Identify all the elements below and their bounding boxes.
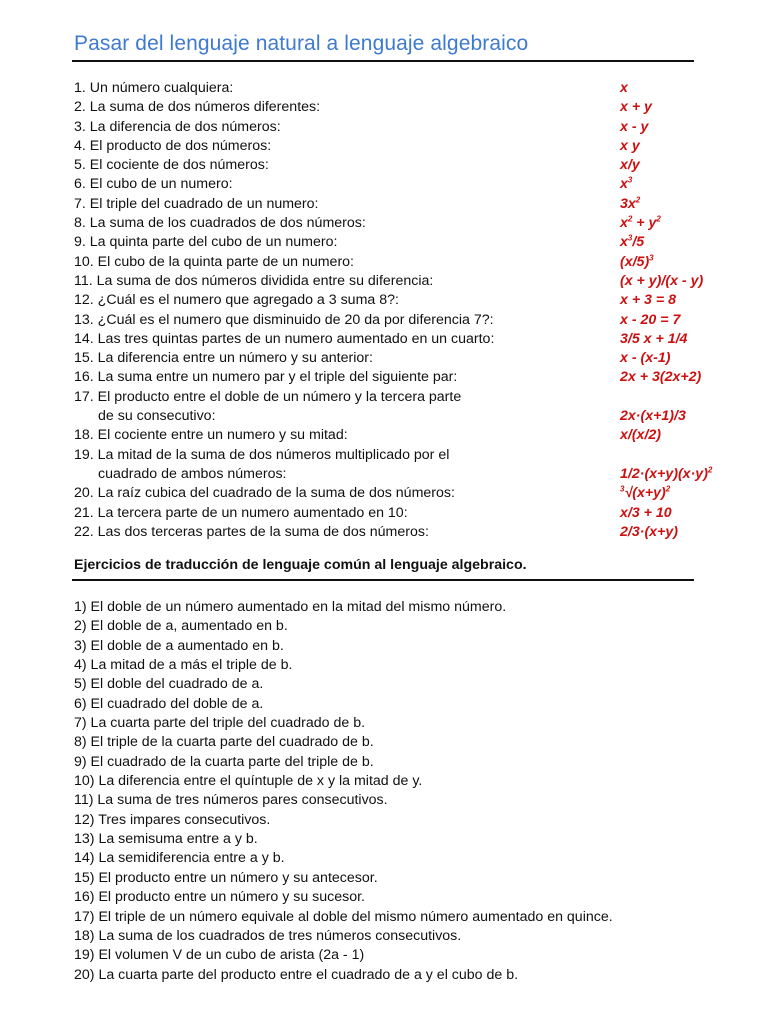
item-phrase: 8. La suma de los cuadrados de dos números: [74, 215, 366, 232]
expression-text: x [620, 234, 628, 251]
title-divider [72, 60, 694, 62]
item-phrase: 19. La mitad de la suma de dos números multiplicado por el [74, 446, 450, 463]
item-phrase: 21. La tercera parte de un numero aumentado en 10: [74, 504, 408, 521]
expression-text: 2/3·(x+y) [620, 523, 678, 540]
item-expression [620, 368, 701, 387]
section-divider [72, 579, 694, 581]
expression-text: (x/5) [620, 253, 650, 270]
expression-exponent: 3 [649, 252, 654, 262]
list-item [74, 98, 734, 117]
expression-text: √(x+y) [624, 485, 666, 502]
item-phrase: 12. ¿Cuál es el numero que agregado a 3 suma 8?: [74, 292, 399, 309]
expression-exponent: 3 [627, 175, 633, 185]
list-item [74, 272, 734, 291]
item-expression [620, 214, 661, 233]
item-expression [620, 118, 648, 137]
list-item [74, 195, 734, 214]
expression-exponent: 2 [627, 214, 633, 224]
item-expression [620, 330, 687, 349]
list-item [74, 368, 734, 387]
expression-exponent: 3 [627, 233, 633, 243]
section-title: Ejercicios de traducción de lenguaje común al lenguaje algebraico. [74, 557, 527, 573]
item-expression [620, 349, 670, 368]
expression-text: x + y [620, 99, 652, 116]
list-item [74, 253, 734, 272]
item-expression [620, 465, 712, 484]
list-item [74, 407, 734, 426]
list-item [74, 137, 734, 156]
expression-text: x - 20 = 7 [620, 311, 681, 328]
exercise-item: 8) El triple de la cuarta parte del cuadrado de b. [74, 734, 374, 751]
item-expression [620, 156, 640, 175]
item-expression [620, 426, 661, 445]
item-phrase: 17. El producto entre el doble de un número y la tercera parte [74, 388, 462, 405]
exercise-item: 1) El doble de un número aumentado en la mitad del mismo número. [74, 599, 507, 615]
item-expression [620, 137, 640, 156]
item-phrase: 2. La suma de dos números diferentes: [74, 99, 321, 116]
item-phrase: 10. El cubo de la quinta parte de un numero: [74, 253, 355, 270]
expression-text: /5 [632, 234, 645, 251]
item-expression [620, 291, 676, 310]
expression-text: x y [620, 137, 640, 154]
item-phrase: 16. La suma entre un numero par y el triple del siguiente par: [74, 369, 458, 386]
item-phrase: de su consecutivo: [98, 408, 216, 425]
exercise-item: 11) La suma de tres números pares consecutivos. [74, 792, 388, 809]
item-expression [620, 175, 632, 194]
item-expression [620, 407, 686, 426]
list-item [74, 291, 734, 310]
exercise-item: 2) El doble de a, aumentado en b. [74, 618, 288, 635]
item-phrase: 9. La quinta parte del cubo de un numero: [74, 234, 338, 251]
expression-exponent: 2 [707, 465, 713, 475]
expression-text: x - y [620, 118, 649, 135]
expression-text: (x + y)/(x - y) [620, 272, 704, 289]
item-phrase: 13. ¿Cuál es el numero que disminuido de 20 da por diferencia 7?: [74, 311, 494, 328]
expression-text: x/3 + 10 [620, 504, 672, 521]
item-phrase: 7. El triple del cuadrado de un numero: [74, 195, 319, 212]
list-item [74, 523, 734, 542]
item-phrase: 6. El cubo de un numero: [74, 176, 233, 193]
list-item [74, 426, 734, 445]
list-item [74, 311, 734, 330]
expression-text: 2x + 3(2x+2) [620, 369, 702, 386]
list-item [74, 118, 734, 137]
item-phrase: 15. La diferencia entre un número y su anterior: [74, 350, 373, 367]
expression-exponent: 2 [656, 214, 661, 224]
expression-text: 3/5 x + 1/4 [620, 330, 688, 347]
page-title: Pasar del lenguaje natural a lenguaje algebraico [74, 32, 529, 55]
exercise-item: 14) La semidiferencia entre a y b. [74, 850, 285, 867]
expression-text: x [620, 80, 628, 96]
item-phrase: cuadrado de ambos números: [98, 465, 287, 482]
exercise-item: 13) La semisuma entre a y b. [74, 831, 258, 848]
exercise-item: 17) El triple de un número equivale al doble del mismo número aumentado en quince. [74, 908, 613, 925]
expression-exponent: 2 [665, 484, 671, 494]
expression-text: 2x·(x+1)/3 [620, 408, 686, 425]
list-item [74, 214, 734, 233]
exercise-item: 19) El volumen V de un cubo de arista (2a - 1) [74, 947, 365, 964]
item-expression [620, 195, 640, 214]
item-phrase: 14. Las tres quintas partes de un numero aumentado en un cuarto: [74, 330, 495, 347]
item-expression [620, 253, 654, 272]
exercise-item: 10) La diferencia entre el quíntuple de x y la mitad de y. [74, 773, 423, 790]
list-item [74, 388, 734, 407]
list-item [74, 484, 734, 503]
list-item [74, 465, 734, 484]
expression-root-index: 3 [620, 484, 625, 494]
item-phrase: 5. El cociente de dos números: [74, 157, 269, 174]
list-item [74, 330, 734, 349]
item-expression [620, 504, 672, 523]
exercise-item: 4) La mitad de a más el triple de b. [74, 657, 293, 674]
item-expression [620, 98, 652, 117]
exercise-list [74, 598, 734, 985]
exercise-item: 15) El producto entre un número y su antecesor. [74, 869, 378, 886]
item-phrase: 18. El cociente entre un numero y su mitad: [74, 427, 348, 444]
exercise-item: 5) El doble del cuadrado de a. [74, 676, 264, 693]
exercise-item: 7) La cuarta parte del triple del cuadrado de b. [74, 715, 366, 732]
item-expression [620, 523, 678, 542]
item-phrase: 22. Las dos terceras partes de la suma de dos números: [74, 523, 429, 540]
expression-text: 1/2·(x+y)(x·y) [620, 465, 708, 482]
list-item [74, 446, 734, 465]
item-phrase: 20. La raíz cubica del cuadrado de la suma de dos números: [74, 485, 455, 502]
list-item [74, 175, 734, 194]
item-phrase: 3. La diferencia de dos números: [74, 118, 281, 135]
list-item [74, 349, 734, 368]
exercise-item: 9) El cuadrado de la cuarta parte del triple de b. [74, 753, 374, 770]
exercise-item: 16) El producto entre un número y su sucesor. [74, 889, 366, 906]
expression-text: x [620, 215, 628, 232]
list-item [74, 79, 734, 98]
item-phrase: 4. El producto de dos números: [74, 137, 272, 154]
exercise-item: 20) La cuarta parte del producto entre el cuadrado de a y el cubo de b. [74, 966, 519, 983]
translation-list [74, 79, 734, 542]
expression-exponent: 2 [635, 195, 641, 205]
expression-text: x [620, 176, 628, 193]
expression-text: x + 3 = 8 [620, 292, 677, 309]
exercise-item: 18) La suma de los cuadrados de tres números consecutivos. [74, 927, 462, 944]
list-item [74, 156, 734, 175]
item-expression [620, 233, 644, 252]
exercise-item: 6) El cuadrado del doble de a. [74, 695, 264, 712]
item-expression [620, 484, 670, 503]
list-item [74, 233, 734, 252]
item-phrase: 1. Un número cualquiera: [74, 80, 234, 96]
expression-text: x - (x-1) [620, 350, 671, 367]
exercise-item: 12) Tres impares consecutivos. [74, 811, 271, 828]
list-item [74, 504, 734, 523]
expression-text: x/(x/2) [620, 427, 662, 444]
item-expression [620, 311, 680, 330]
expression-text: 3x [620, 195, 636, 212]
item-expression [620, 272, 703, 291]
expression-text: + y [632, 215, 657, 232]
expression-text: x/y [620, 157, 640, 174]
item-expression [620, 79, 628, 98]
exercise-item: 3) El doble de a aumentado en b. [74, 637, 284, 654]
item-phrase: 11. La suma de dos números dividida entre su diferencia: [74, 272, 434, 289]
